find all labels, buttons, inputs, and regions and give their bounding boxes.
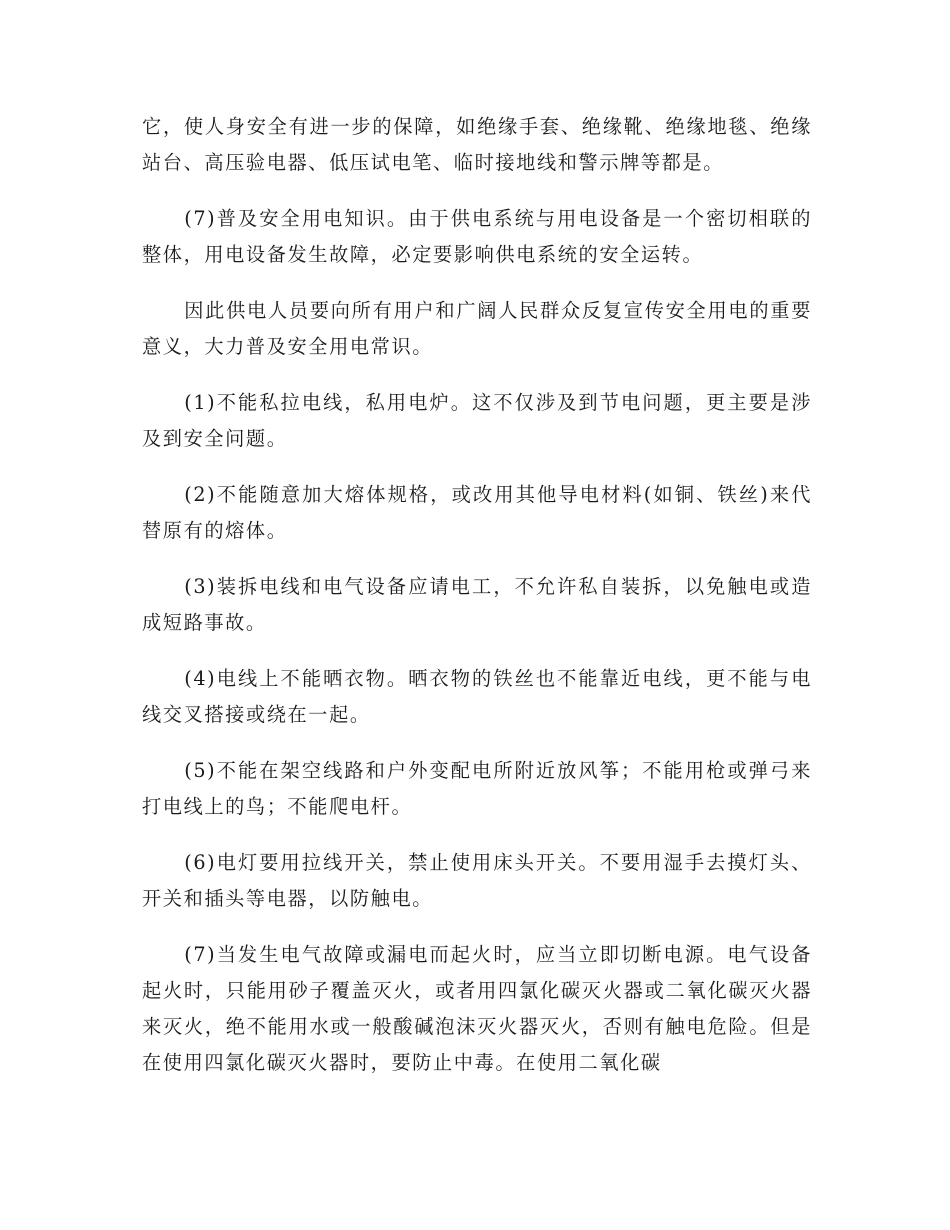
paragraph-6: (3)装拆电线和电气设备应请电工，不允许私自装拆，以免触电或造成短路事故。 xyxy=(142,575,812,634)
paragraph-3: 因此供电人员要向所有用户和广阔人民群众反复宣传安全用电的重要意义，大力普及安全用电常识。 xyxy=(142,299,812,358)
paragraph-5: (2)不能随意加大熔体规格，或改用其他导电材料(如铜、铁丝)来代替原有的熔体。 xyxy=(142,483,812,542)
paragraph-8: (5)不能在架空线路和户外变配电所附近放风筝；不能用枪或弹弓来打电线上的鸟；不能爬电杆。 xyxy=(142,759,812,818)
paragraph-1: 它，使人身安全有进一步的保障，如绝缘手套、绝缘靴、绝缘地毯、绝缘站台、高压验电器、低压试电笔、临时接地线和警示牌等都是。 xyxy=(142,115,812,174)
paragraph-7: (4)电线上不能晒衣物。晒衣物的铁丝也不能靠近电线，更不能与电线交叉搭接或绕在一起。 xyxy=(142,667,812,726)
document-body xyxy=(142,109,812,1101)
paragraph-9: (6)电灯要用拉线开关，禁止使用床头开关。不要用湿手去摸灯头、开关和插头等电器，以防触电。 xyxy=(142,851,812,910)
paragraph-2: (7)普及安全用电知识。由于供电系统与用电设备是一个密切相联的整体，用电设备发生故障，必定要影响供电系统的安全运转。 xyxy=(142,207,812,266)
paragraph-4: (1)不能私拉电线，私用电炉。这不仅涉及到节电问题，更主要是涉及到安全问题。 xyxy=(142,391,812,450)
paragraph-10: (7)当发生电气故障或漏电而起火时，应当立即切断电源。电气设备起火时，只能用砂子覆盖灭火，或者用四氯化碳灭火器或二氧化碳灭火器来灭火，绝不能用水或一般酸碱泡沫灭火器灭火，否则有触电危险。但是在使用四氯化碳灭火器时，要防止中毒。在使用二氧化碳 xyxy=(142,943,812,1074)
